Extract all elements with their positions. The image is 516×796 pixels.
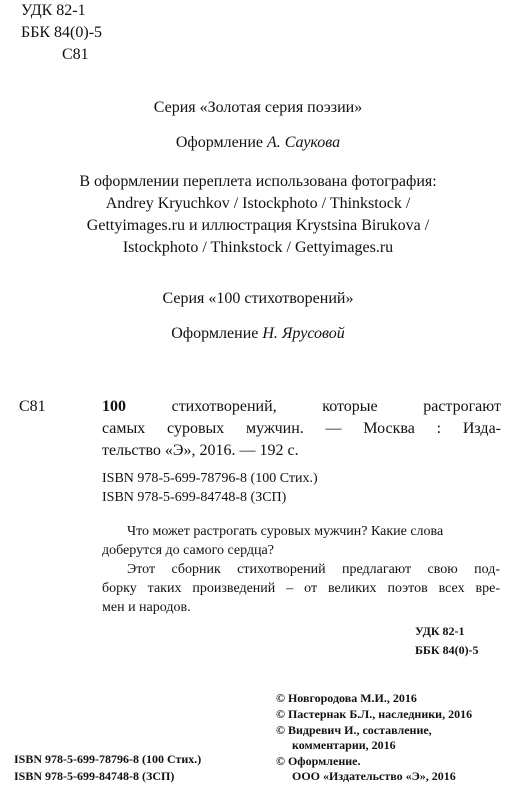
series-line-1: Серия «Золотая серия поэзии» — [153, 99, 363, 116]
series-line-2: Серия «100 стихотворений» — [162, 290, 354, 307]
author-mark-top: С81 — [62, 46, 89, 63]
copyright-line-4: комментарии, 2016 — [292, 738, 396, 752]
catalog-isbn-2: ISBN 978-5-699-84748-8 (ЗСП) — [102, 490, 287, 505]
annotation-line-3: Этот сборник стихотворений предлагают свою под- — [127, 562, 500, 577]
design-credit-2 — [0, 325, 516, 343]
catalog-mark: С81 — [19, 398, 46, 415]
annotation-line-1: Что может растрогать суровых мужчин? Какие слова — [127, 524, 444, 539]
annotation-line-4: борку таких произведений – от великих поэтов всех вре- — [102, 581, 500, 596]
catalog-title-number: 100 — [102, 398, 126, 415]
copyright-line-1: © Новгородова М.И., 2016 — [276, 691, 417, 705]
catalog-title-line-2: самых суровых мужчин. — Москва : Изда- — [102, 420, 501, 437]
copyright-line-3: © Видревич И., составление, — [276, 723, 432, 737]
copyright-line-6: ООО «Издательство «Э», 2016 — [292, 769, 456, 783]
bbk-code-top: ББК 84(0)-5 — [21, 24, 103, 41]
annotation-line-5: мен и народов. — [102, 600, 191, 615]
copyright-line-5: © Оформление. — [276, 754, 361, 768]
design-credit-2-name: Н. Ярусовой — [262, 325, 345, 342]
design-credit-2-prefix: Оформление — [171, 325, 263, 342]
catalog-title-line-3: тельство «Э», 2016. — 192 с. — [102, 442, 299, 459]
annotation-line-2: доберутся до самого сердца? — [102, 543, 274, 558]
photo-credit-line-3: Gettyimages.ru и иллюстрация Krystsina Birukova / — [86, 217, 430, 234]
catalog-isbn-1: ISBN 978-5-699-78796-8 (100 Стих.) — [102, 471, 318, 486]
catalog-title-line-1 — [102, 398, 501, 416]
bottom-isbn-1: ISBN 978-5-699-78796-8 (100 Стих.) — [14, 752, 202, 766]
photo-credit-line-1: В оформлении переплета использована фотография: — [79, 173, 437, 190]
photo-credit-line-2: Andrey Kryuchkov / Istockphoto / Thinkstock / — [105, 195, 411, 212]
catalog-title-rest: стихотворений, которые растрогают — [126, 398, 501, 415]
copyright-line-2: © Пастернак Б.Л., наследники, 2016 — [276, 707, 473, 721]
udk-code-bottom: УДК 82-1 — [415, 624, 465, 638]
udk-code-top: УДК 82-1 — [21, 2, 86, 19]
bbk-code-bottom: ББК 84(0)-5 — [415, 643, 479, 657]
bottom-isbn-2: ISBN 978-5-699-84748-8 (ЗСП) — [14, 769, 175, 783]
design-credit-1 — [0, 134, 516, 152]
photo-credit-line-4: Istockphoto / Thinkstock / Gettyimages.ru — [122, 239, 394, 256]
design-credit-1-prefix: Оформление — [175, 134, 267, 151]
design-credit-1-name: А. Саукова — [266, 134, 341, 151]
